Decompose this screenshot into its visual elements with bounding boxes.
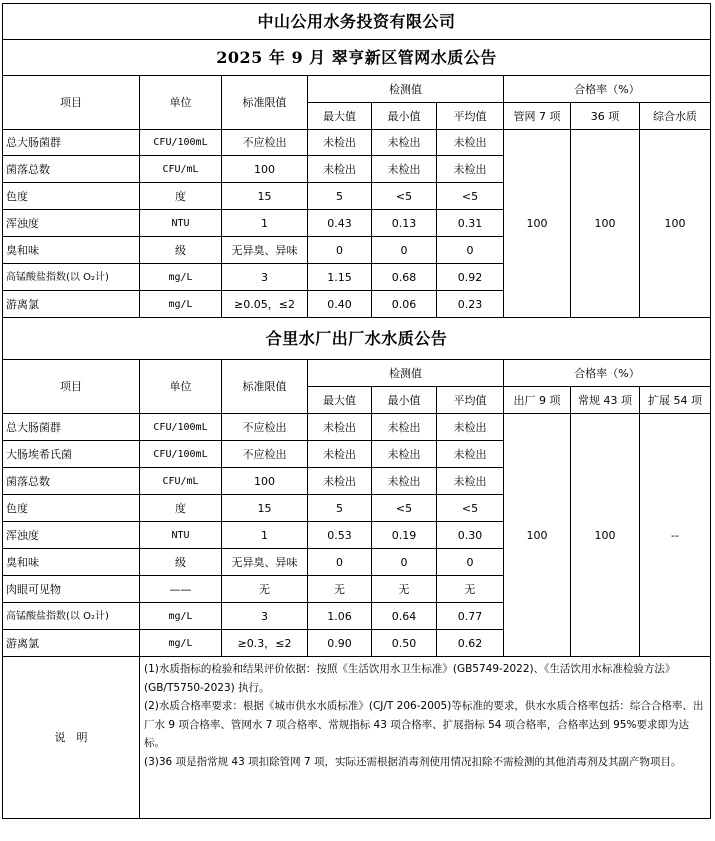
row-avg: 无 [437,576,504,603]
row-item: 高锰酸盐指数(以 O₂计) [3,603,140,630]
row-unit: CFU/mL [140,156,222,183]
row-avg: 0.62 [437,630,504,657]
row-min: 未检出 [372,414,437,441]
row-avg: 0.23 [437,291,504,318]
row-min: 0.06 [372,291,437,318]
row-limit: 无异臭、异味 [222,237,308,264]
row-max: 0 [308,237,372,264]
row-max: 未检出 [308,130,372,156]
row-min: 未检出 [372,130,437,156]
plant-notice-title: 合里水厂出厂水水质公告 [3,318,711,360]
row-min: 0 [372,549,437,576]
notes-body [140,657,711,819]
row-min: 0.50 [372,630,437,657]
rate-value: 100 [504,414,571,657]
row-item: 游离氯 [3,291,140,318]
row-min: 0.13 [372,210,437,237]
row-unit: CFU/100mL [140,130,222,156]
row-max: 0.53 [308,522,372,549]
row-limit: ≥0.05，≤2 [222,291,308,318]
row-limit: 无异臭、异味 [222,549,308,576]
row-item: 大肠埃希氏菌 [3,441,140,468]
rate-col-header: 扩展 54 项 [640,387,711,414]
rate-col-header: 管网 7 项 [504,103,571,130]
row-item: 高锰酸盐指数(以 O₂计) [3,264,140,291]
row-max: 未检出 [308,468,372,495]
row-min: 无 [372,576,437,603]
row-avg: 0.92 [437,264,504,291]
row-min: <5 [372,495,437,522]
row-limit: 不应检出 [222,130,308,156]
row-min: 0.64 [372,603,437,630]
row-unit: mg/L [140,630,222,657]
row-max: 0.40 [308,291,372,318]
row-item: 肉眼可见物 [3,576,140,603]
row-avg: 未检出 [437,156,504,183]
row-avg: 0 [437,549,504,576]
header-max: 最大值 [308,387,372,414]
company-name: 中山公用水务投资有限公司 [3,4,711,40]
row-unit: 级 [140,237,222,264]
row-min: 0.68 [372,264,437,291]
row-item: 浑浊度 [3,210,140,237]
header-limit: 标准限值 [222,360,308,414]
row-limit: 3 [222,603,308,630]
header-limit: 标准限值 [222,76,308,130]
header-max: 最大值 [308,103,372,130]
row-limit: 3 [222,264,308,291]
header-detect: 检测值 [308,360,504,387]
row-avg: 未检出 [437,468,504,495]
row-unit: mg/L [140,264,222,291]
header-avg: 平均值 [437,387,504,414]
row-limit: 100 [222,156,308,183]
row-item: 菌落总数 [3,156,140,183]
row-item: 臭和味 [3,237,140,264]
row-unit: —— [140,576,222,603]
row-limit: 1 [222,210,308,237]
row-avg: 0 [437,237,504,264]
row-unit: CFU/mL [140,468,222,495]
row-avg: 0.77 [437,603,504,630]
row-unit: mg/L [140,603,222,630]
row-max: 无 [308,576,372,603]
row-unit: 级 [140,549,222,576]
row-unit: CFU/100mL [140,441,222,468]
row-min: <5 [372,183,437,210]
rate-col-header: 常规 43 项 [571,387,640,414]
row-limit: 无 [222,576,308,603]
row-max: 1.06 [308,603,372,630]
note-line: (1)水质指标的检验和结果评价依据：按照《生活饮用水卫生标准》(GB5749-2022)、《生活饮用水标准检验方法》 (GB/T5750-2023) 执行。 [144,663,676,694]
header-item: 项目 [3,76,140,130]
header-unit: 单位 [140,360,222,414]
row-limit: 1 [222,522,308,549]
header-item: 项目 [3,360,140,414]
row-max: 0.90 [308,630,372,657]
row-min: 0 [372,237,437,264]
rate-value: 100 [640,130,711,318]
header-avg: 平均值 [437,103,504,130]
row-min: 未检出 [372,441,437,468]
rate-value: -- [640,414,711,657]
row-min: 未检出 [372,468,437,495]
row-avg: 0.30 [437,522,504,549]
row-item: 总大肠菌群 [3,414,140,441]
row-unit: 度 [140,495,222,522]
note-line: (2)水质合格率要求：根据《城市供水水质标准》(CJ/T 206-2005)等标准的要求，供水水质合格率包括：综合合格率、出厂水 9 项合格率、管网水 7 项合格率、常规指标 43 项合格率、扩展指标 54 项合格率，合格率达到 95%要求即为达标。 [144,700,704,749]
notice-table [2,3,711,819]
row-item: 游离氯 [3,630,140,657]
rate-value: 100 [571,130,640,318]
row-limit: 不应检出 [222,414,308,441]
header-unit: 单位 [140,76,222,130]
row-unit: 度 [140,183,222,210]
header-min: 最小值 [372,387,437,414]
header-min: 最小值 [372,103,437,130]
rate-value: 100 [571,414,640,657]
row-max: 未检出 [308,156,372,183]
row-unit: mg/L [140,291,222,318]
row-avg: 未检出 [437,441,504,468]
rate-col-header: 综合水质 [640,103,711,130]
row-limit: 不应检出 [222,441,308,468]
row-item: 色度 [3,495,140,522]
row-unit: NTU [140,210,222,237]
row-max: 未检出 [308,441,372,468]
network-notice-title: 2025 年 9 月 翠亨新区管网水质公告 [3,40,711,76]
rate-value: 100 [504,130,571,318]
row-min: 未检出 [372,156,437,183]
row-limit: 15 [222,495,308,522]
row-limit: ≥0.3，≤2 [222,630,308,657]
row-max: 5 [308,183,372,210]
row-max: 未检出 [308,414,372,441]
row-max: 5 [308,495,372,522]
header-pass-rate: 合格率（%） [504,360,711,387]
rate-col-header: 36 项 [571,103,640,130]
row-avg: 未检出 [437,130,504,156]
row-max: 1.15 [308,264,372,291]
row-unit: NTU [140,522,222,549]
header-detect: 检测值 [308,76,504,103]
row-item: 总大肠菌群 [3,130,140,156]
row-avg: <5 [437,495,504,522]
row-avg: 0.31 [437,210,504,237]
row-max: 0 [308,549,372,576]
row-limit: 100 [222,468,308,495]
row-item: 浑浊度 [3,522,140,549]
row-max: 0.43 [308,210,372,237]
row-limit: 15 [222,183,308,210]
row-item: 色度 [3,183,140,210]
row-avg: 未检出 [437,414,504,441]
note-line: (3)36 项是指常规 43 项扣除管网 7 项，实际还需根据消毒剂使用情况扣除不需检测的其他消毒剂及其副产物项目。 [144,755,682,768]
notes-label: 说 明 [3,657,140,819]
row-item: 菌落总数 [3,468,140,495]
row-avg: <5 [437,183,504,210]
header-pass-rate: 合格率（%） [504,76,711,103]
row-item: 臭和味 [3,549,140,576]
row-unit: CFU/100mL [140,414,222,441]
rate-col-header: 出厂 9 项 [504,387,571,414]
row-min: 0.19 [372,522,437,549]
water-quality-notice [2,3,710,819]
